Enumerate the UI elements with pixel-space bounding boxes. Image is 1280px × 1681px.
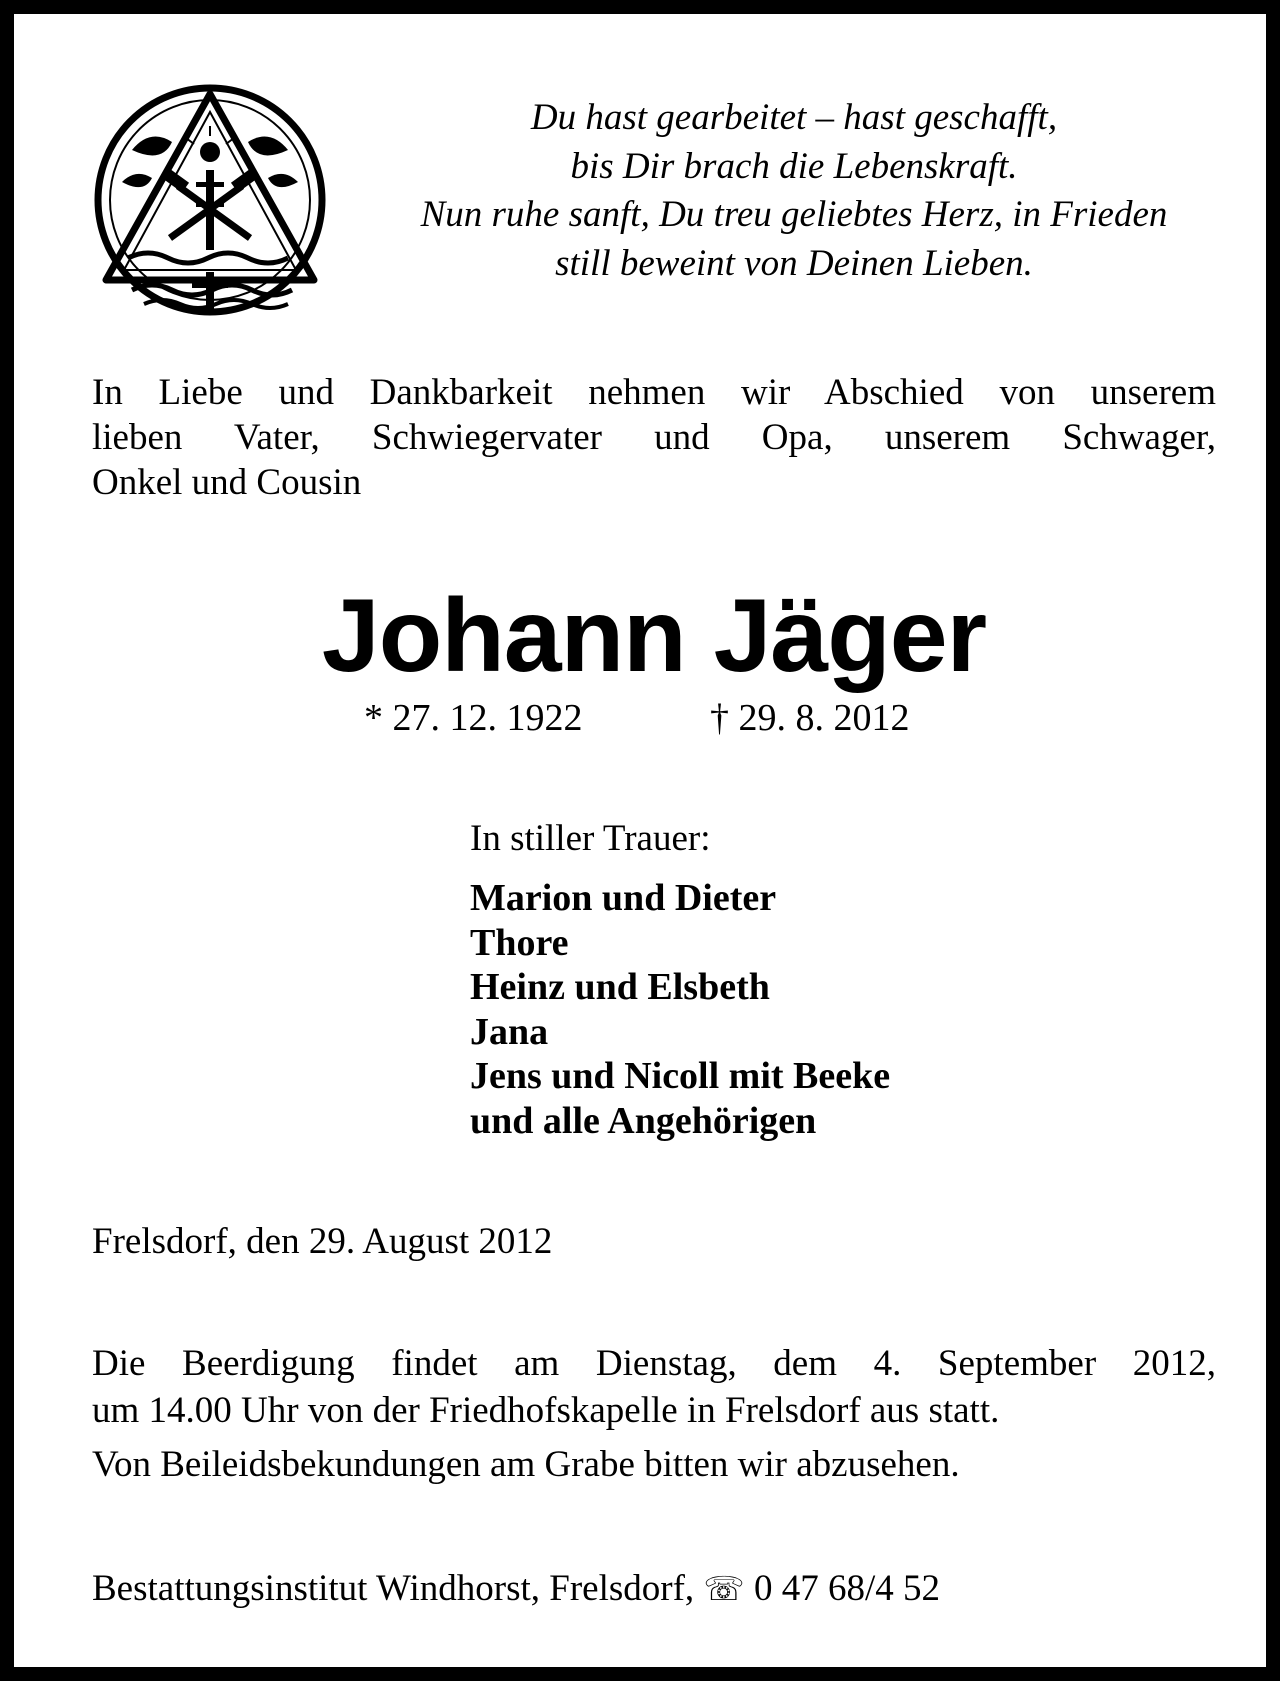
undertaker-line (92, 1567, 940, 1611)
mourner-name: Thore (470, 921, 569, 964)
miners-guild-seal-icon (92, 82, 328, 318)
condolence-note: Von Beileidsbekundungen am Grabe bitten wir abzusehen. (92, 1444, 960, 1485)
mourner-name: Marion und Dieter (470, 877, 777, 919)
intro-line: Onkel und Cousin (92, 462, 362, 503)
undertaker-phone: 0 47 68/4 52 (753, 1568, 940, 1609)
place-and-date: Frelsdorf, den 29. August 2012 (92, 1221, 553, 1262)
undertaker-name: Bestattungsinstitut Windhorst, Frelsdorf, (92, 1568, 695, 1609)
mourner-name: Heinz und Elsbeth (470, 966, 770, 1009)
memorial-verse (364, 94, 1224, 288)
funeral-line: um 14.00 Uhr von der Friedhofskapelle in Frelsdorf aus statt. (92, 1390, 1000, 1431)
mourner-name: und alle Angehörigen (470, 1099, 817, 1142)
mourner-name: Jens und Nicoll mit Beeke (470, 1055, 891, 1098)
verse-line: bis Dir brach die Lebenskraft. (570, 145, 1018, 187)
verse-line: still beweint von Deinen Lieben. (555, 242, 1033, 284)
mourners-list (470, 876, 890, 1144)
death-date: † 29. 8. 2012 (710, 697, 910, 739)
mourners-label: In stiller Trauer: (470, 818, 711, 859)
intro-paragraph (92, 370, 1216, 505)
deceased-name: Johann Jäger (321, 578, 987, 694)
birth-date: * 27. 12. 1922 (364, 697, 583, 739)
intro-line: In Liebe und Dankbarkeit nehmen wir Abschied von unserem (92, 372, 1216, 413)
funeral-info (92, 1340, 1216, 1434)
verse-line: Nun ruhe sanft, Du treu geliebtes Herz, in Frieden (420, 194, 1168, 235)
mourner-name: Jana (470, 1010, 549, 1053)
telephone-icon: ☏ (703, 1569, 745, 1608)
intro-line: lieben Vater, Schwiegervater und Opa, unserem Schwager, (92, 417, 1216, 458)
verse-line: Du hast gearbeitet – hast geschafft, (530, 97, 1058, 138)
funeral-line: Die Beerdigung findet am Dienstag, dem 4. September 2012, (92, 1343, 1216, 1384)
